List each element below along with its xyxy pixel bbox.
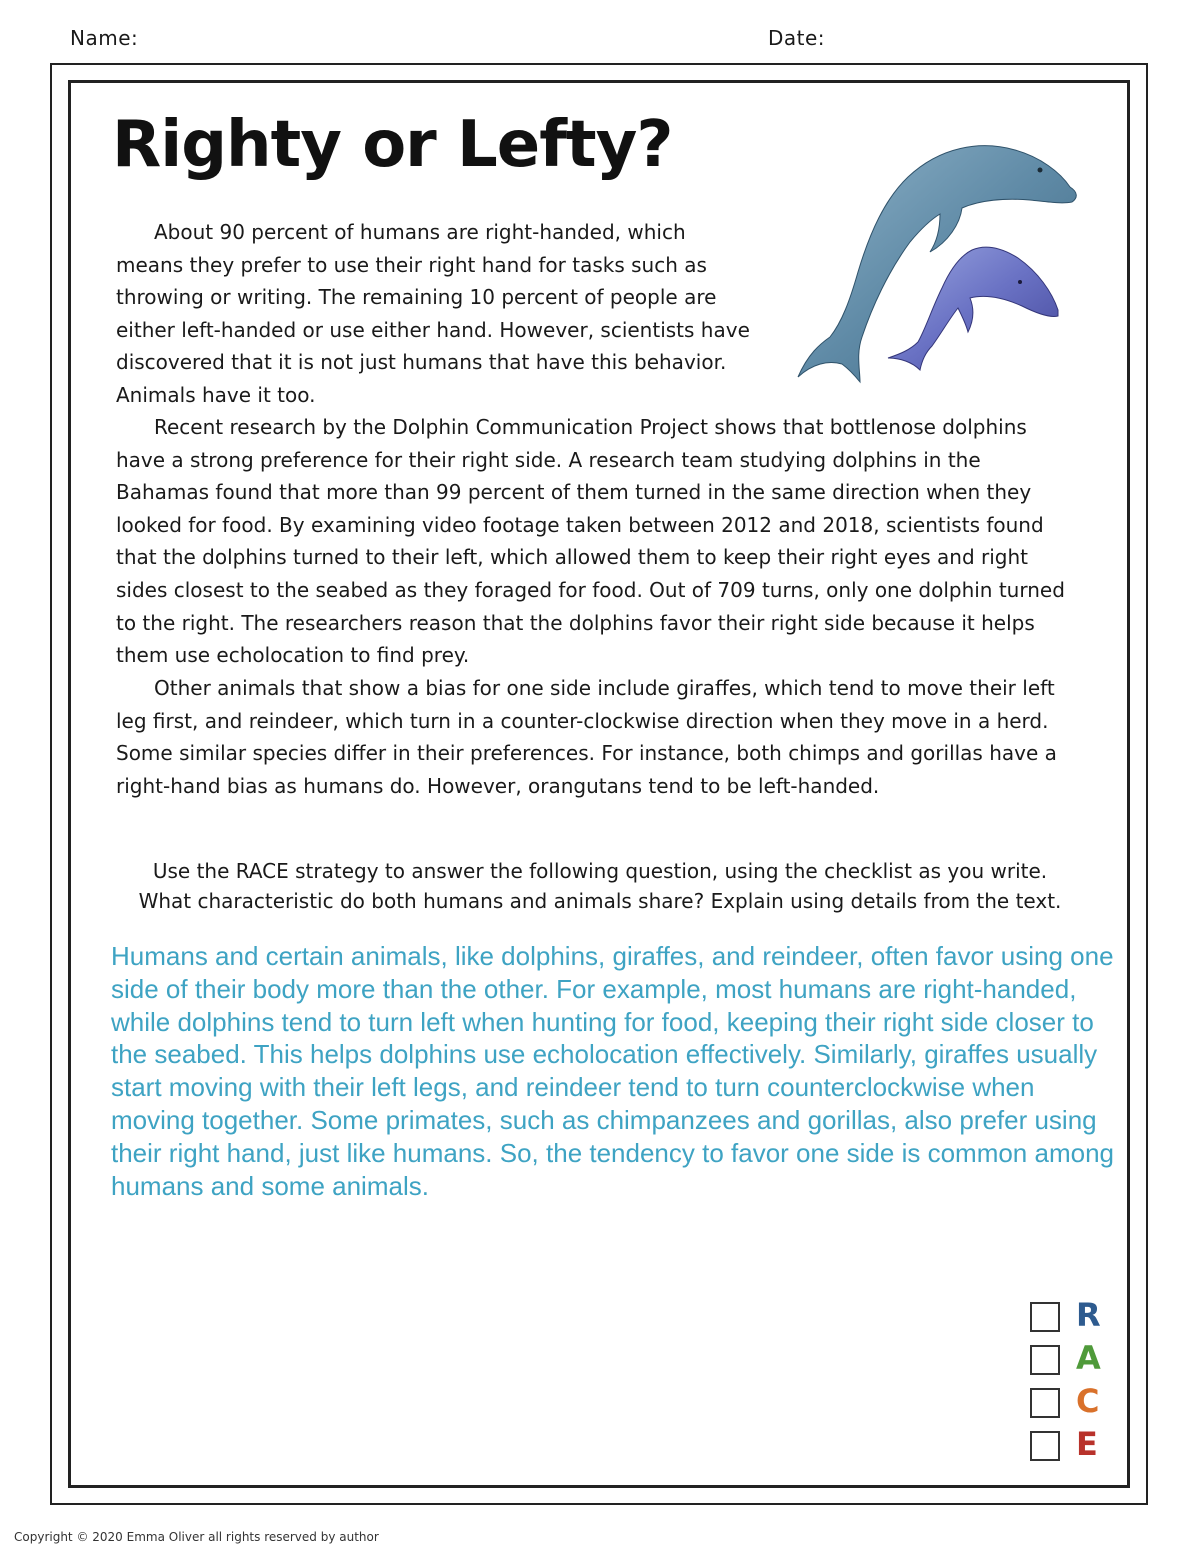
answer-text[interactable]: Humans and certain animals, like dolphins, giraffes, and reindeer, often favor using one side of their body more than the other. For example, most humans are right-handed, while dolphins tend to turn left when hunting for food, keeping their right side closer to the seabed. This helps dolphins use echolocation effectively. Similarly, giraffes usually start moving with their left legs, and reindeer tend to turn counterclockwise when moving together. Some primates, such as chimpanzees and gorillas, also prefer using their right hand, just like humans. So, the tendency to favor one side is common among humans and some animals. <box>111 941 1114 1201</box>
race-letter-a: A <box>1076 1339 1101 1377</box>
race-row-r <box>1030 1296 1120 1340</box>
paragraph-2-text: Recent research by the Dolphin Communication Project shows that bottlenose dolphins have a strong preference for their right side. A research team studying dolphins in the Bahamas found that more than 99 percent of them turned in the same direction when they looked for food. By examining video footage taken between 2012 and 2018, scientists found that the dolphins turned to their left, which allowed them to keep their right eyes and right sides closest to the seabed as they foraged for food. Out of 709 turns, only one dolphin turned to the right. The researchers reason that the dolphins favor their right side because it helps them use echolocation to find prey. <box>116 415 1065 668</box>
paragraph-3-text: Other animals that show a bias for one side include giraffes, which tend to move their left leg first, and reindeer, which turn in a counter-clockwise direction when they move in a herd. Some similar species differ in their preferences. For instance, both chimps and gorillas have a right-hand bias as humans do. However, orangutans tend to be left-handed. <box>116 676 1057 798</box>
race-letter-e: E <box>1076 1425 1098 1463</box>
race-checkbox-c[interactable] <box>1030 1388 1060 1418</box>
race-row-e <box>1030 1425 1120 1469</box>
dolphins-image <box>790 132 1080 392</box>
paragraph-1-text: About 90 percent of humans are right-handed, which means they prefer to use their right hand for tasks such as throwing or writing. The remaining 10 percent of people are either left-handed or use either hand. However, scientists have discovered that it is not just humans that have this behavior. Animals have it too. <box>116 220 750 407</box>
paragraph-3 <box>116 672 1076 802</box>
race-letter-c: C <box>1076 1382 1100 1420</box>
race-checkbox-r[interactable] <box>1030 1302 1060 1332</box>
race-checkbox-e[interactable] <box>1030 1431 1060 1461</box>
race-letter-r: R <box>1076 1296 1101 1334</box>
prompt-instruction: Use the RACE strategy to answer the following question, using the checklist as you write. <box>152 859 1048 883</box>
paragraph-1 <box>116 216 756 412</box>
worksheet-title: Righty or Lefty? <box>112 108 673 182</box>
race-checkbox-a[interactable] <box>1030 1345 1060 1375</box>
race-row-c <box>1030 1382 1120 1426</box>
name-label: Name: <box>70 26 139 50</box>
paragraph-2 <box>116 411 1076 672</box>
prompt-question: What characteristic do both humans and animals share? Explain using details from the text. <box>138 889 1062 913</box>
date-label: Date: <box>768 26 826 50</box>
copyright-footer: Copyright © 2020 Emma Oliver all rights reserved by author <box>14 1530 379 1544</box>
race-row-a <box>1030 1339 1120 1383</box>
